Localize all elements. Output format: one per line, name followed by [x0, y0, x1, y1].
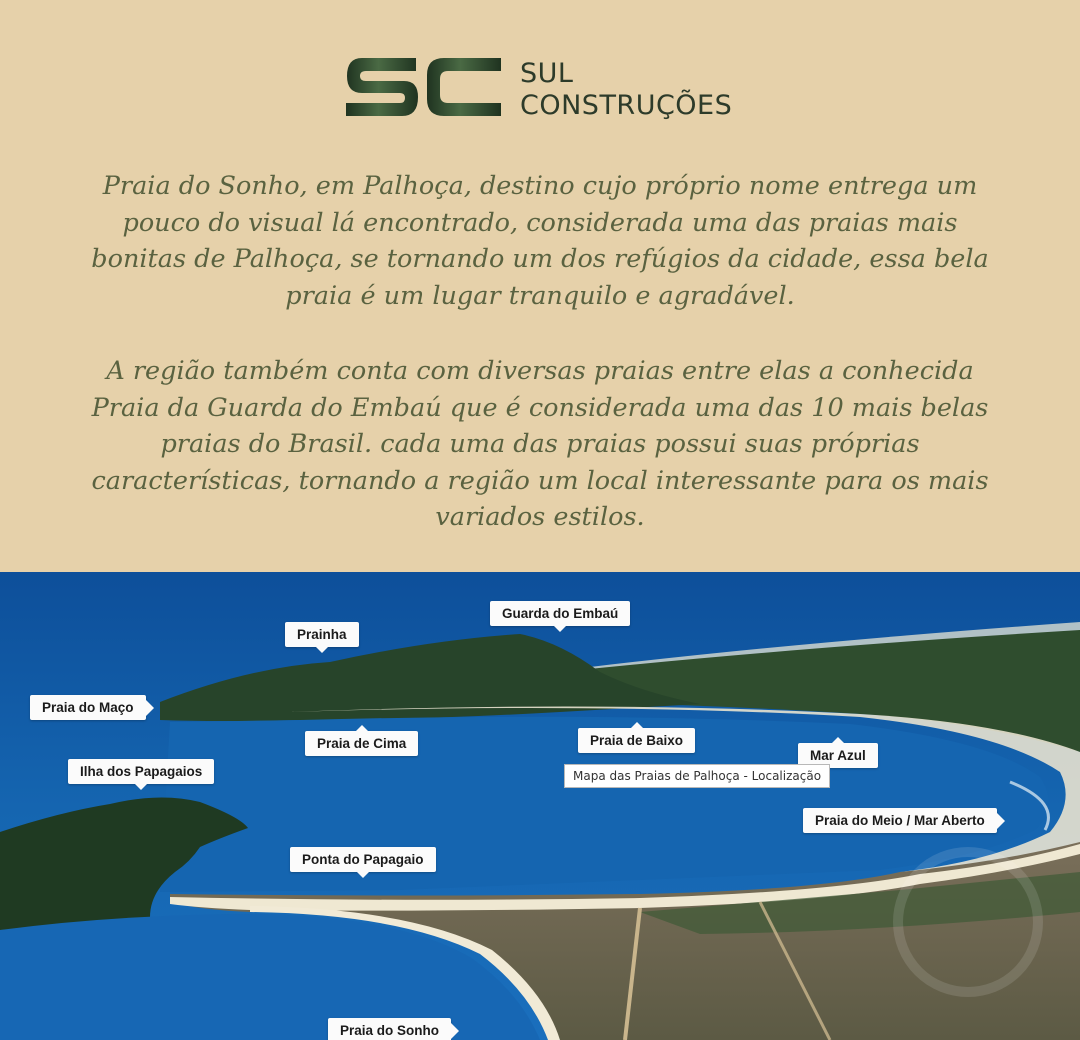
label-ilha-dos-papagaios: Ilha dos Papagaios: [68, 759, 214, 784]
label-prainha: Prainha: [285, 622, 359, 647]
brand-name-line1: SUL: [520, 58, 574, 89]
description-paragraph-2: A região também conta com diversas praias entre elas a conhecida Praia da Guarda do Embaú que é considerada uma das 10 mais belas praias do Brasil. cada uma das praias possui suas próprias características, tornando a região um local interessante para os mais variados estilos.: [91, 356, 989, 532]
description-paragraph-1: Praia do Sonho, em Palhoça, destino cujo próprio nome entrega um pouco do visual lá encontrado, considerada uma das praias mais bonitas de Palhoça, se tornando um dos refúgios da cidade, essa bela praia é um lugar tranquilo e agradável.: [91, 171, 989, 311]
label-praia-de-baixo: Praia de Baixo: [578, 728, 695, 753]
label-praia-de-cima: Praia de Cima: [305, 731, 418, 756]
label-guarda-do-embau: Guarda do Embaú: [490, 601, 630, 626]
label-praia-do-sonho: Praia do Sonho: [328, 1018, 451, 1040]
brand-name-line2: CONSTRUÇÕES: [520, 90, 733, 121]
map-caption-tooltip: Mapa das Praias de Palhoça - Localização: [564, 764, 830, 788]
label-praia-do-maco: Praia do Maço: [30, 695, 146, 720]
brand-logo: [344, 54, 744, 126]
label-ponta-do-papagaio: Ponta do Papagaio: [290, 847, 436, 872]
aerial-beach-map-photo: [0, 572, 1080, 1040]
label-praia-do-meio-mar-aberto: Praia do Meio / Mar Aberto: [803, 808, 997, 833]
sc-logo-mark: [344, 54, 504, 120]
label-mar-azul: Mar Azul: [798, 743, 878, 768]
aerial-photo-illustration: [0, 572, 1080, 1040]
